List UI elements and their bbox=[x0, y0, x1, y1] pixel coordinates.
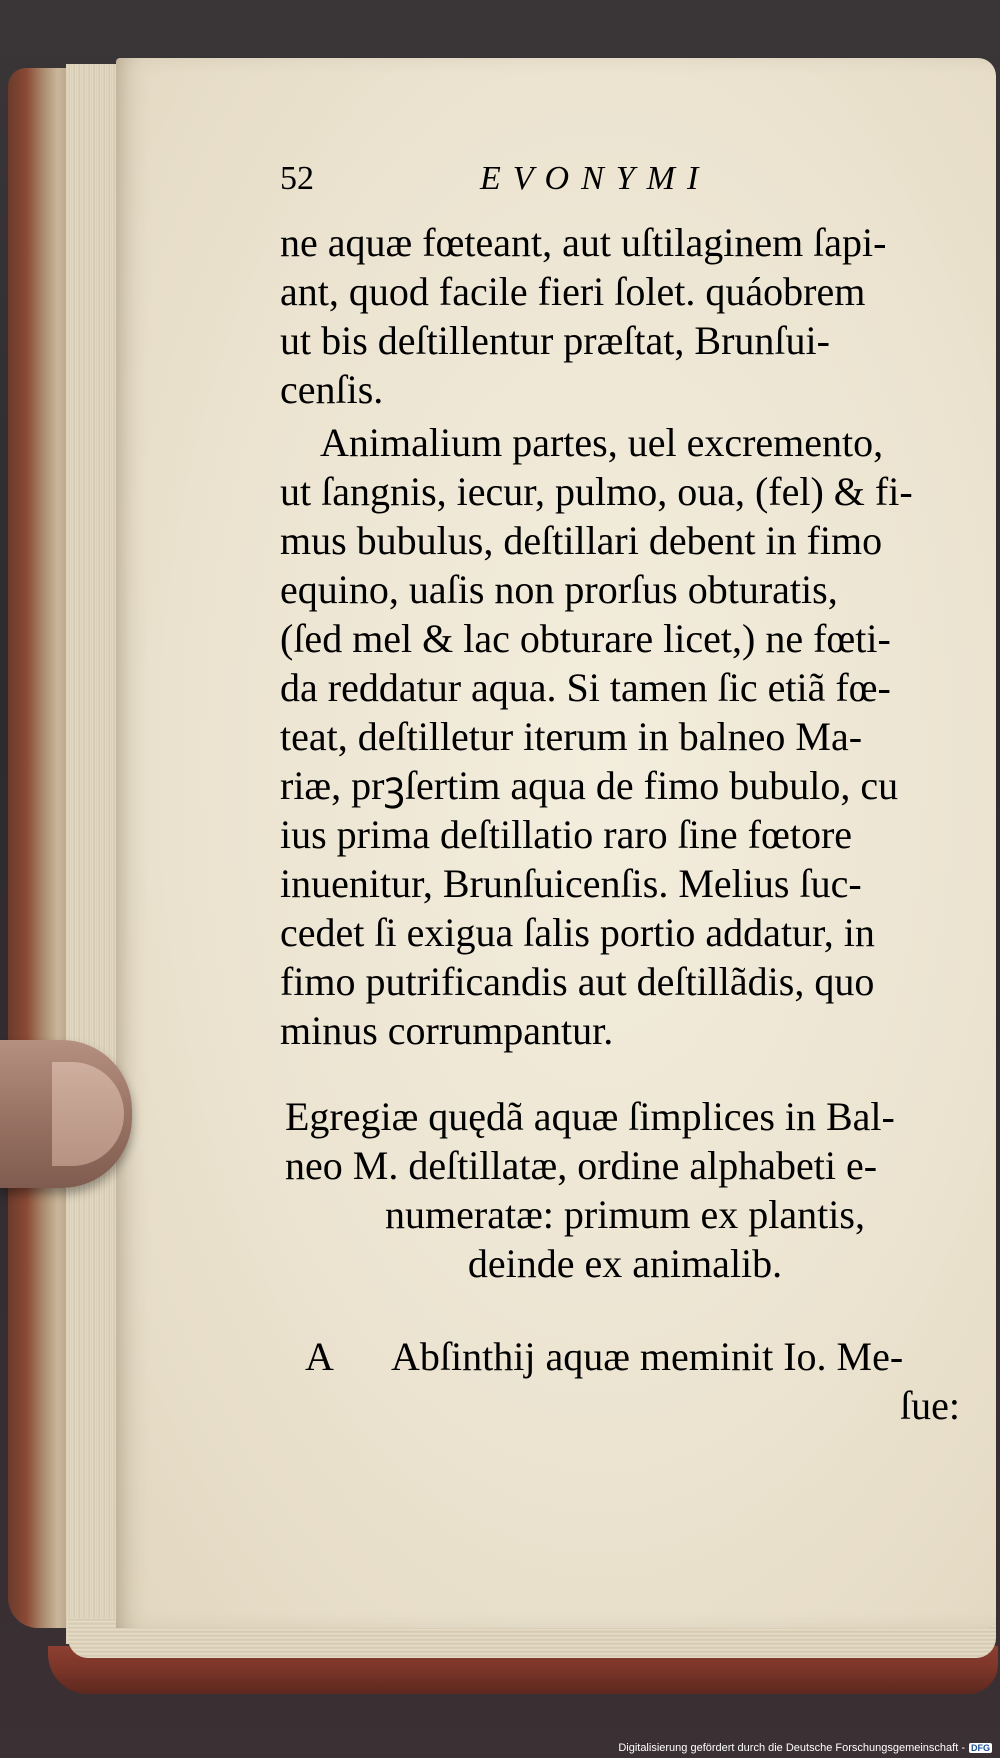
text-line: ut bis deſtillentur præſtat, Brunſui- bbox=[280, 318, 830, 363]
text-line: da reddatur aqua. Si tamen ſic etiã fœ- bbox=[280, 665, 891, 710]
text-line: mus bubulus, deſtillari debent in fimo bbox=[280, 518, 883, 563]
text-line: ant, quod facile fieri ſolet. quáobrem bbox=[280, 269, 866, 314]
text-line: riæ, prꝫſertim aqua de fimo bubulo, cu bbox=[280, 763, 899, 808]
text-line: ut ſangnis, iecur, pulmo, oua, (fel) & fi- bbox=[280, 469, 913, 514]
text-line: (ſed mel & lac obturare licet,) ne fœti- bbox=[280, 616, 891, 661]
dfg-logo: DFG bbox=[971, 1743, 990, 1753]
running-title: EVONYMI bbox=[480, 160, 711, 197]
text-line: ne aquæ fœteant, aut uſtilaginem ſapi- bbox=[280, 220, 887, 265]
entry-text-line: ſue: bbox=[900, 1383, 960, 1428]
paragraph-1 bbox=[280, 218, 886, 414]
text-line: ius prima deſtillatio raro ſine fœtore bbox=[280, 812, 853, 857]
heading-line: neo M. deſtillatæ, ordine alphabeti e- bbox=[285, 1143, 878, 1188]
text-line: minus corrumpantur. bbox=[280, 1008, 614, 1053]
heading-line: Egregiæ quędã aquæ ſimplices in Bal- bbox=[285, 1094, 895, 1139]
text-line: cedet ſi exigua ſalis portio addatur, in bbox=[280, 910, 875, 955]
running-head bbox=[280, 160, 920, 210]
book-spine bbox=[8, 68, 70, 1628]
text-line: teat, deſtilletur iterum in balneo Ma- bbox=[280, 714, 863, 759]
heading-line: deinde ex animalib. bbox=[467, 1241, 783, 1286]
paragraph-2 bbox=[280, 418, 913, 1055]
text-line: Animalium partes, uel excremento, bbox=[320, 420, 884, 465]
digitization-credit bbox=[618, 1740, 992, 1756]
text-line: cenſis. bbox=[280, 367, 384, 412]
text-line: inuenitur, Brunſuicenſis. Melius ſuc- bbox=[280, 861, 862, 906]
section-heading bbox=[285, 1092, 965, 1288]
credit-text: Digitalisierung gefördert durch die Deutsche Forschungsgemeinschaft - bbox=[618, 1742, 965, 1754]
entry-text-line: Abſinthij aquæ meminit Io. Me- bbox=[391, 1334, 904, 1379]
page-number: 52 bbox=[280, 160, 314, 197]
entry-letter: A bbox=[305, 1334, 334, 1379]
heading-line: numeratæ: primum ex plantis, bbox=[385, 1192, 865, 1237]
text-line: fimo putrificandis aut deſtillãdis, quo bbox=[280, 959, 875, 1004]
text-line: equino, uaſis non prorſus obturatis, bbox=[280, 567, 838, 612]
